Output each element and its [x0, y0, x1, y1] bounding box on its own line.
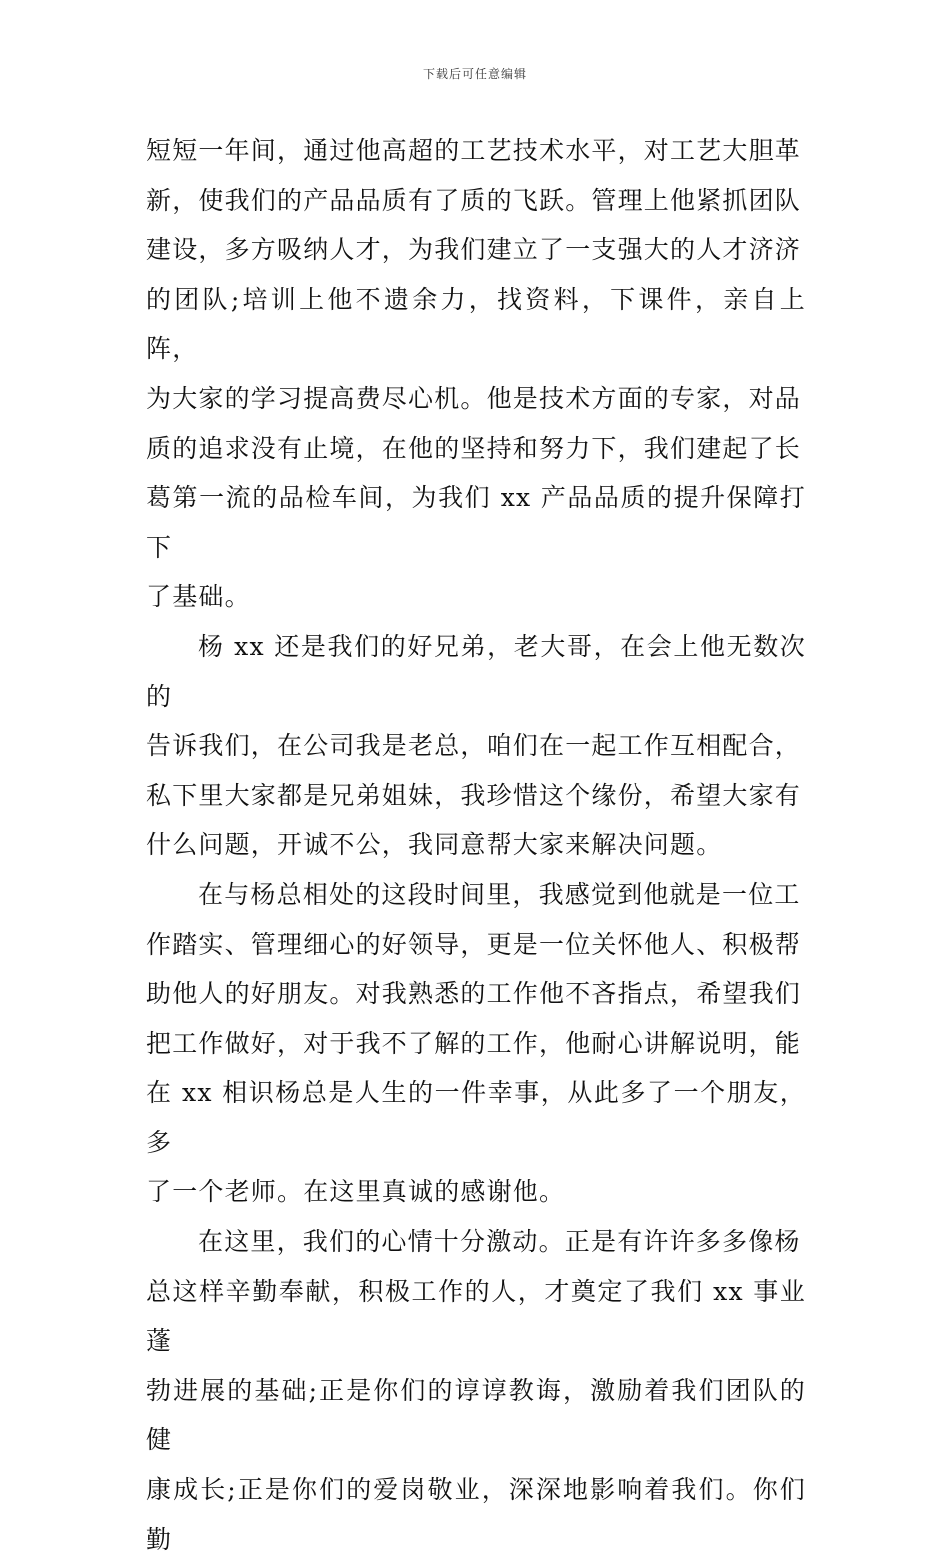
- download-note: 下载后可任意编辑: [422, 67, 527, 81]
- paragraph-good-leader: 在与杨总相处的这段时间里，我感觉到他就是一位工 作踏实、管理细心的好领导，更是一位关怀他人、积极帮 助他人的好朋友。对我熟悉的工作他不吝指点，希望我们 把工作做好，对于我不了解的工作，他耐心讲解说明，能 在 xx 相识杨总是人生的一件幸事，从此多了一个朋友，多 了一个老师。在这里真诚的感谢他。: [146, 879, 806, 1207]
- paragraph-craft-improvement: 短短一年间，通过他高超的工艺技术水平，对工艺大胆革 新，使我们的产品品质有了质的飞跃。管理上他紧抓团队 建设，多方吸纳人才，为我们建立了一支强大的人才济济 的团队;培训上他不遗余力，找资料，下课件，亲自上阵， 为大家的学习提高费尽心机。他是技术方面的专家，对品 质的追求没有止境，在他的坚持和努力下，我们建起了长 葛第一流的品检车间，为我们 xx 产品品质的提升保障打下 了基础。: [146, 136, 806, 612]
- paragraph-good-brother: 杨 xx 还是我们的好兄弟，老大哥，在会上他无数次的 告诉我们，在公司我是老总，咱们在一起工作互相配合， 私下里大家都是兄弟姐妹，我珍惜这个缘份，希望大家有 什么问题，开诚不公，我同意帮大家来解决问题。: [146, 631, 806, 860]
- document-body: [146, 126, 806, 1564]
- paragraph-gratitude: 在这里，我们的心情十分激动。正是有许许多多像杨 总这样辛勤奉献，积极工作的人，才奠定了我们 xx 事业蓬 勃进展的基础;正是你们的谆谆教诲，激励着我们团队的健 康成长;正是你们的爱岗敬业，深深地影响着我们。你们勤: [146, 1227, 806, 1554]
